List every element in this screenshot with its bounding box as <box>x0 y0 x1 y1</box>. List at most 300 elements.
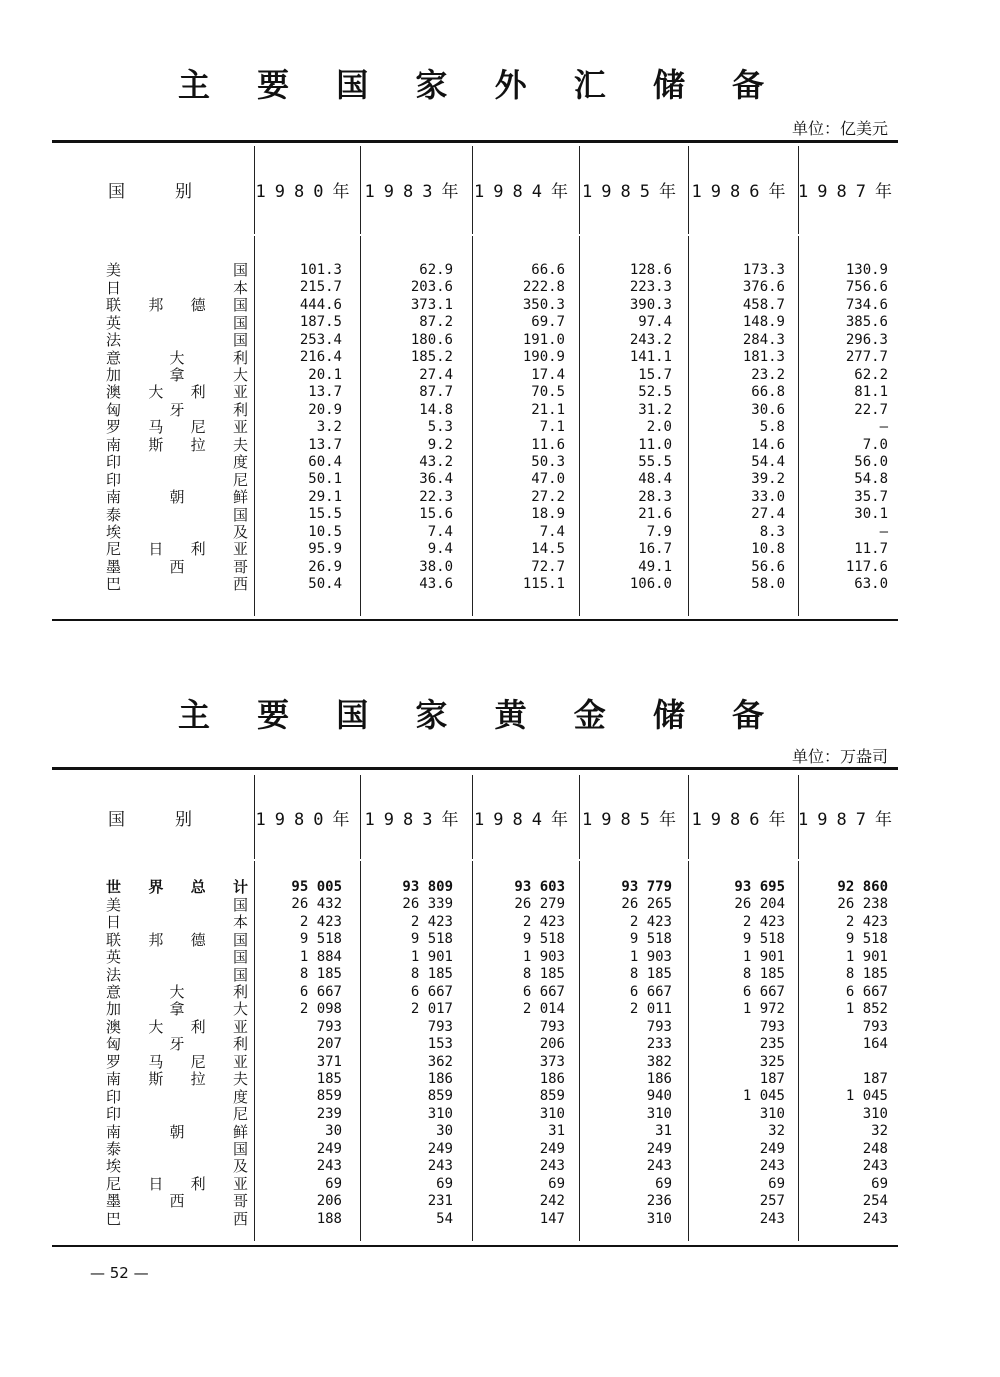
value-cell: 8 185 <box>522 966 565 983</box>
country-name: 南 斯 拉 夫 <box>106 435 248 454</box>
value-cell: 242 <box>539 1193 565 1210</box>
value-cell: 2 423 <box>410 913 453 930</box>
country-name: 印 尼 <box>106 470 248 489</box>
table-row <box>52 1193 898 1211</box>
value-cell: 21.1 <box>531 401 565 418</box>
table-row <box>52 1141 898 1159</box>
value-cell: 49.1 <box>638 558 672 575</box>
value-cell: 31.2 <box>638 401 672 418</box>
country-name: 墨 西 哥 <box>106 557 248 576</box>
value-cell: 15.6 <box>419 506 453 523</box>
forex-title: 主 要 国 家 外 汇 储 备 <box>178 66 782 104</box>
value-cell: 249 <box>316 1140 342 1157</box>
value-cell: 243 <box>759 1158 785 1175</box>
value-cell: 1 901 <box>742 948 785 965</box>
value-cell: 9 518 <box>299 931 342 948</box>
value-cell: 50.1 <box>308 471 342 488</box>
gold-year-header: 1987年 <box>798 810 901 830</box>
value-cell: 2 098 <box>299 1001 342 1018</box>
table-row <box>52 1211 898 1229</box>
value-cell: 310 <box>759 1105 785 1122</box>
value-cell: 191.0 <box>522 331 565 348</box>
forex-year-header: 1984年 <box>474 182 577 202</box>
value-cell: 26 265 <box>621 896 672 913</box>
value-cell: 93 603 <box>514 879 565 895</box>
value-cell: 2 017 <box>410 1001 453 1018</box>
value-cell: 8 185 <box>845 966 888 983</box>
value-cell: 7.0 <box>862 436 888 453</box>
value-cell: 11.6 <box>531 436 565 453</box>
country-name: 澳 大 利 亚 <box>106 383 248 402</box>
value-cell: 8 185 <box>629 966 672 983</box>
value-cell: 87.7 <box>419 384 453 401</box>
value-cell: 793 <box>646 1018 672 1035</box>
forex-year-header: 1987年 <box>798 182 901 202</box>
value-cell: 243 <box>862 1158 888 1175</box>
gold-country-header: 国别 <box>108 810 242 830</box>
value-cell: 11.7 <box>854 541 888 558</box>
country-name: 印 度 <box>106 453 248 472</box>
value-cell: 26.9 <box>308 558 342 575</box>
country-name: 加 拿 大 <box>106 1000 248 1019</box>
table-row <box>52 984 898 1002</box>
value-cell: 62.2 <box>854 366 888 383</box>
value-cell: 223.3 <box>629 279 672 296</box>
value-cell: 5.3 <box>427 419 453 436</box>
value-cell: 8.3 <box>759 523 785 540</box>
value-cell: 69 <box>871 1175 888 1192</box>
table-row <box>52 1158 898 1176</box>
value-cell: 63.0 <box>854 576 888 593</box>
value-cell: 27.4 <box>419 366 453 383</box>
value-cell: 859 <box>427 1088 453 1105</box>
value-cell: 1 852 <box>845 1001 888 1018</box>
country-name: 埃 及 <box>106 523 248 541</box>
value-cell: 1 884 <box>299 948 342 965</box>
value-cell: 97.4 <box>638 314 672 331</box>
value-cell: 1 903 <box>629 948 672 965</box>
value-cell: 32 <box>768 1123 785 1140</box>
value-cell: 734.6 <box>845 296 888 313</box>
country-name: 法 国 <box>106 965 248 984</box>
table-row <box>52 279 898 297</box>
value-cell: 56.6 <box>751 558 785 575</box>
value-cell: 243 <box>316 1158 342 1175</box>
value-cell: 2 423 <box>845 913 888 930</box>
value-cell: 190.9 <box>522 349 565 366</box>
gold-bottom-rule <box>52 1245 898 1247</box>
value-cell: 9 518 <box>629 931 672 948</box>
table-row <box>52 437 898 455</box>
table-row <box>52 1019 898 1037</box>
gold-year-header: 1984年 <box>474 810 577 830</box>
value-cell: 216.4 <box>299 349 342 366</box>
country-name: 英 国 <box>106 313 248 332</box>
value-cell: 186 <box>539 1070 565 1087</box>
value-cell: 148.9 <box>742 314 785 331</box>
value-cell: 9 518 <box>410 931 453 948</box>
value-cell: 233 <box>646 1036 672 1053</box>
country-name: 罗 马 尼 亚 <box>106 418 248 437</box>
value-cell: 26 432 <box>291 896 342 913</box>
value-cell: 62.9 <box>419 262 453 278</box>
value-cell: 207 <box>316 1036 342 1053</box>
country-name: 巴 西 <box>106 1209 248 1228</box>
value-cell: 1 045 <box>845 1088 888 1105</box>
value-cell: 187.5 <box>299 314 342 331</box>
table-row <box>52 1054 898 1072</box>
value-cell: 243.2 <box>629 331 672 348</box>
value-cell: 310 <box>646 1105 672 1122</box>
value-cell: 54.8 <box>854 471 888 488</box>
value-cell: 69.7 <box>531 314 565 331</box>
table-row <box>52 576 898 594</box>
value-cell: 187 <box>862 1070 888 1087</box>
value-cell: 14.6 <box>751 436 785 453</box>
value-cell: 2 423 <box>742 913 785 930</box>
value-cell: 296.3 <box>845 331 888 348</box>
value-cell: 30.6 <box>751 401 785 418</box>
value-cell: 9 518 <box>742 931 785 948</box>
country-name: 泰 国 <box>106 505 248 524</box>
country-name: 法 国 <box>106 331 248 350</box>
value-cell: 69 <box>655 1175 672 1192</box>
value-cell: 117.6 <box>845 558 888 575</box>
value-cell: 69 <box>768 1175 785 1192</box>
value-cell: 43.2 <box>419 453 453 470</box>
gold-year-header: 1986年 <box>691 810 795 830</box>
value-cell: 243 <box>646 1158 672 1175</box>
value-cell: 222.8 <box>522 279 565 296</box>
table-row <box>52 879 898 897</box>
value-cell: 39.2 <box>751 471 785 488</box>
value-cell: 81.1 <box>854 384 888 401</box>
value-cell: 13.7 <box>308 384 342 401</box>
value-cell: 93 809 <box>402 879 453 895</box>
table-row <box>52 559 898 577</box>
value-cell: 1 901 <box>410 948 453 965</box>
value-cell: 69 <box>548 1175 565 1192</box>
value-cell: 277.7 <box>845 349 888 366</box>
table-row <box>52 966 898 984</box>
value-cell: 9 518 <box>522 931 565 948</box>
country-name: 墨 西 哥 <box>106 1192 248 1211</box>
value-cell: 859 <box>539 1088 565 1105</box>
value-cell: 38.0 <box>419 558 453 575</box>
value-cell: 940 <box>646 1088 672 1105</box>
value-cell: 130.9 <box>845 262 888 278</box>
country-name: 美 国 <box>106 261 248 280</box>
value-cell: 6 667 <box>522 983 565 1000</box>
value-cell: 153 <box>427 1036 453 1053</box>
value-cell: 141.1 <box>629 349 672 366</box>
table-row <box>52 454 898 472</box>
value-cell: 180.6 <box>410 331 453 348</box>
value-cell: 55.5 <box>638 453 672 470</box>
value-cell: 66.8 <box>751 384 785 401</box>
value-cell: 8 185 <box>410 966 453 983</box>
value-cell: 249 <box>427 1140 453 1157</box>
value-cell: 239 <box>316 1105 342 1122</box>
table-row <box>52 1088 898 1106</box>
value-cell: 371 <box>316 1053 342 1070</box>
value-cell: 48.4 <box>638 471 672 488</box>
value-cell: 26 279 <box>514 896 565 913</box>
value-cell: 30 <box>436 1123 453 1140</box>
value-cell: 10.5 <box>308 523 342 540</box>
value-cell: 31 <box>655 1123 672 1140</box>
table-row <box>52 914 898 932</box>
value-cell: 350.3 <box>522 296 565 313</box>
value-cell: 1 901 <box>845 948 888 965</box>
table-row <box>52 471 898 489</box>
value-cell: 458.7 <box>742 296 785 313</box>
value-cell: 253.4 <box>299 331 342 348</box>
value-cell: 26 339 <box>402 896 453 913</box>
value-cell: 30 <box>325 1123 342 1140</box>
value-cell: 2 423 <box>299 913 342 930</box>
forex-year-header: 1980年 <box>255 182 359 202</box>
value-cell: 310 <box>646 1210 672 1227</box>
value-cell: 35.7 <box>854 488 888 505</box>
forex-year-header: 1983年 <box>364 182 468 202</box>
country-name: 联 邦 德 国 <box>106 296 248 315</box>
gold-year-header: 1983年 <box>364 810 468 830</box>
value-cell: 243 <box>759 1210 785 1227</box>
value-cell: 16.7 <box>638 541 672 558</box>
value-cell: 257 <box>759 1193 785 1210</box>
value-cell: 181.3 <box>742 349 785 366</box>
value-cell: 2 423 <box>629 913 672 930</box>
value-cell: 101.3 <box>299 262 342 278</box>
gold-year-header: 1985年 <box>582 810 685 830</box>
value-cell: 87.2 <box>419 314 453 331</box>
value-cell: 2 011 <box>629 1001 672 1018</box>
value-cell: 325 <box>759 1053 785 1070</box>
value-cell: 385.6 <box>845 314 888 331</box>
country-name: 印 度 <box>106 1087 248 1106</box>
value-cell: 206 <box>539 1036 565 1053</box>
value-cell: 235 <box>759 1036 785 1053</box>
value-cell: 373.1 <box>410 296 453 313</box>
value-cell: 31 <box>548 1123 565 1140</box>
value-cell: 362 <box>427 1053 453 1070</box>
table-row <box>52 1001 898 1019</box>
forex-table <box>52 140 901 622</box>
value-cell: 9 518 <box>845 931 888 948</box>
value-cell: 1 972 <box>742 1001 785 1018</box>
value-cell: 7.1 <box>539 419 565 436</box>
forex-year-header: 1986年 <box>691 182 795 202</box>
country-name: 联 邦 德 国 <box>106 930 248 949</box>
value-cell: 206 <box>316 1193 342 1210</box>
value-cell: 8 185 <box>742 966 785 983</box>
value-cell: 20.1 <box>308 366 342 383</box>
value-cell: 26 238 <box>837 896 888 913</box>
value-cell: 54.4 <box>751 453 785 470</box>
value-cell: 15.5 <box>308 506 342 523</box>
value-cell: — <box>879 419 888 436</box>
table-row <box>52 384 898 402</box>
value-cell: 164 <box>862 1036 888 1053</box>
table-row <box>52 1123 898 1141</box>
table-row <box>52 1071 898 1089</box>
value-cell: 93 779 <box>621 879 672 895</box>
value-cell: 15.7 <box>638 366 672 383</box>
value-cell: 1 903 <box>522 948 565 965</box>
value-cell: 793 <box>316 1018 342 1035</box>
value-cell: 66.6 <box>531 262 565 278</box>
value-cell: 859 <box>316 1088 342 1105</box>
value-cell: 6 667 <box>629 983 672 1000</box>
value-cell: 249 <box>646 1140 672 1157</box>
country-name: 日 本 <box>106 278 248 297</box>
value-cell: 47.0 <box>531 471 565 488</box>
value-cell: 26 204 <box>734 896 785 913</box>
value-cell: 13.7 <box>308 436 342 453</box>
value-cell: 2 014 <box>522 1001 565 1018</box>
value-cell: 106.0 <box>629 576 672 593</box>
value-cell: 7.9 <box>646 523 672 540</box>
table-row <box>52 349 898 367</box>
country-name: 南 朝 鲜 <box>106 488 248 507</box>
forex-unit: 单位：亿美元 <box>791 119 888 138</box>
value-cell: 128.6 <box>629 262 672 278</box>
country-name: 意 大 利 <box>106 982 248 1001</box>
value-cell: 310 <box>862 1105 888 1122</box>
country-name: 澳 大 利 亚 <box>106 1017 248 1036</box>
value-cell: 793 <box>862 1018 888 1035</box>
value-cell: 22.7 <box>854 401 888 418</box>
value-cell: 27.2 <box>531 488 565 505</box>
value-cell: 231 <box>427 1193 453 1210</box>
value-cell: 20.9 <box>308 401 342 418</box>
value-cell: 54 <box>436 1210 453 1227</box>
table-row <box>52 419 898 437</box>
value-cell: 376.6 <box>742 279 785 296</box>
value-cell: 185.2 <box>410 349 453 366</box>
value-cell: 2.0 <box>646 419 672 436</box>
value-cell: 243 <box>862 1210 888 1227</box>
country-name: 巴 西 <box>106 575 248 594</box>
gold-top-rule <box>52 767 898 770</box>
value-cell: 793 <box>539 1018 565 1035</box>
country-name: 日 本 <box>106 913 248 932</box>
value-cell: 21.6 <box>638 506 672 523</box>
value-cell: 284.3 <box>742 331 785 348</box>
value-cell: 185 <box>316 1070 342 1087</box>
value-cell: 72.7 <box>531 558 565 575</box>
gold-unit: 单位：万盎司 <box>791 747 888 766</box>
value-cell: 92 860 <box>837 879 888 895</box>
table-row <box>52 896 898 914</box>
value-cell: 93 695 <box>734 879 785 895</box>
value-cell: 248 <box>862 1140 888 1157</box>
value-cell: 17.4 <box>531 366 565 383</box>
value-cell: 60.4 <box>308 453 342 470</box>
country-name: 泰 国 <box>106 1140 248 1158</box>
country-name: 世 界 总 计 <box>106 878 248 897</box>
gold-title: 主 要 国 家 黄 金 储 备 <box>178 696 782 734</box>
value-cell: 147 <box>539 1210 565 1227</box>
value-cell: 14.5 <box>531 541 565 558</box>
value-cell: 7.4 <box>427 523 453 540</box>
country-name: 匈 牙 利 <box>106 400 248 419</box>
value-cell: 793 <box>427 1018 453 1035</box>
country-name: 英 国 <box>106 948 248 967</box>
value-cell: 27.4 <box>751 506 785 523</box>
forex-top-rule <box>52 140 898 143</box>
value-cell: 382 <box>646 1053 672 1070</box>
table-row <box>52 949 898 967</box>
value-cell: 11.0 <box>638 436 672 453</box>
value-cell: 6 667 <box>410 983 453 1000</box>
value-cell: 2 423 <box>522 913 565 930</box>
country-name: 美 国 <box>106 895 248 914</box>
value-cell: 756.6 <box>845 279 888 296</box>
value-cell: 50.3 <box>531 453 565 470</box>
value-cell: 444.6 <box>299 296 342 313</box>
table-row <box>52 506 898 524</box>
country-name: 尼 日 利 亚 <box>106 1174 248 1193</box>
country-name: 埃 及 <box>106 1157 248 1176</box>
country-name: 南 朝 鲜 <box>106 1122 248 1141</box>
table-row <box>52 1176 898 1194</box>
value-cell: 52.5 <box>638 384 672 401</box>
forex-year-header: 1985年 <box>582 182 685 202</box>
value-cell: — <box>879 523 888 540</box>
value-cell: 69 <box>325 1175 342 1192</box>
table-row <box>52 332 898 350</box>
value-cell: 310 <box>427 1105 453 1122</box>
value-cell: 22.3 <box>419 488 453 505</box>
value-cell: 1 045 <box>742 1088 785 1105</box>
table-row <box>52 1106 898 1124</box>
value-cell: 58.0 <box>751 576 785 593</box>
value-cell: 6 667 <box>742 983 785 1000</box>
value-cell: 5.8 <box>759 419 785 436</box>
value-cell: 186 <box>427 1070 453 1087</box>
country-name: 南 斯 拉 夫 <box>106 1070 248 1089</box>
value-cell: 186 <box>646 1070 672 1087</box>
gold-year-header: 1980年 <box>255 810 359 830</box>
table-row <box>52 297 898 315</box>
country-name: 意 大 利 <box>106 348 248 367</box>
value-cell: 390.3 <box>629 296 672 313</box>
value-cell: 310 <box>539 1105 565 1122</box>
table-row <box>52 1036 898 1054</box>
forex-country-header: 国别 <box>108 182 242 202</box>
value-cell: 8 185 <box>299 966 342 983</box>
value-cell: 243 <box>539 1158 565 1175</box>
value-cell: 70.5 <box>531 384 565 401</box>
value-cell: 215.7 <box>299 279 342 296</box>
value-cell: 43.6 <box>419 576 453 593</box>
value-cell: 10.8 <box>751 541 785 558</box>
table-row <box>52 489 898 507</box>
value-cell: 115.1 <box>522 576 565 593</box>
country-name: 尼 日 利 亚 <box>106 540 248 559</box>
value-cell: 29.1 <box>308 488 342 505</box>
table-row <box>52 367 898 385</box>
value-cell: 6 667 <box>299 983 342 1000</box>
value-cell: 236 <box>646 1193 672 1210</box>
value-cell: 188 <box>316 1210 342 1227</box>
table-row <box>52 541 898 559</box>
value-cell: 373 <box>539 1053 565 1070</box>
value-cell: 249 <box>759 1140 785 1157</box>
value-cell: 187 <box>759 1070 785 1087</box>
